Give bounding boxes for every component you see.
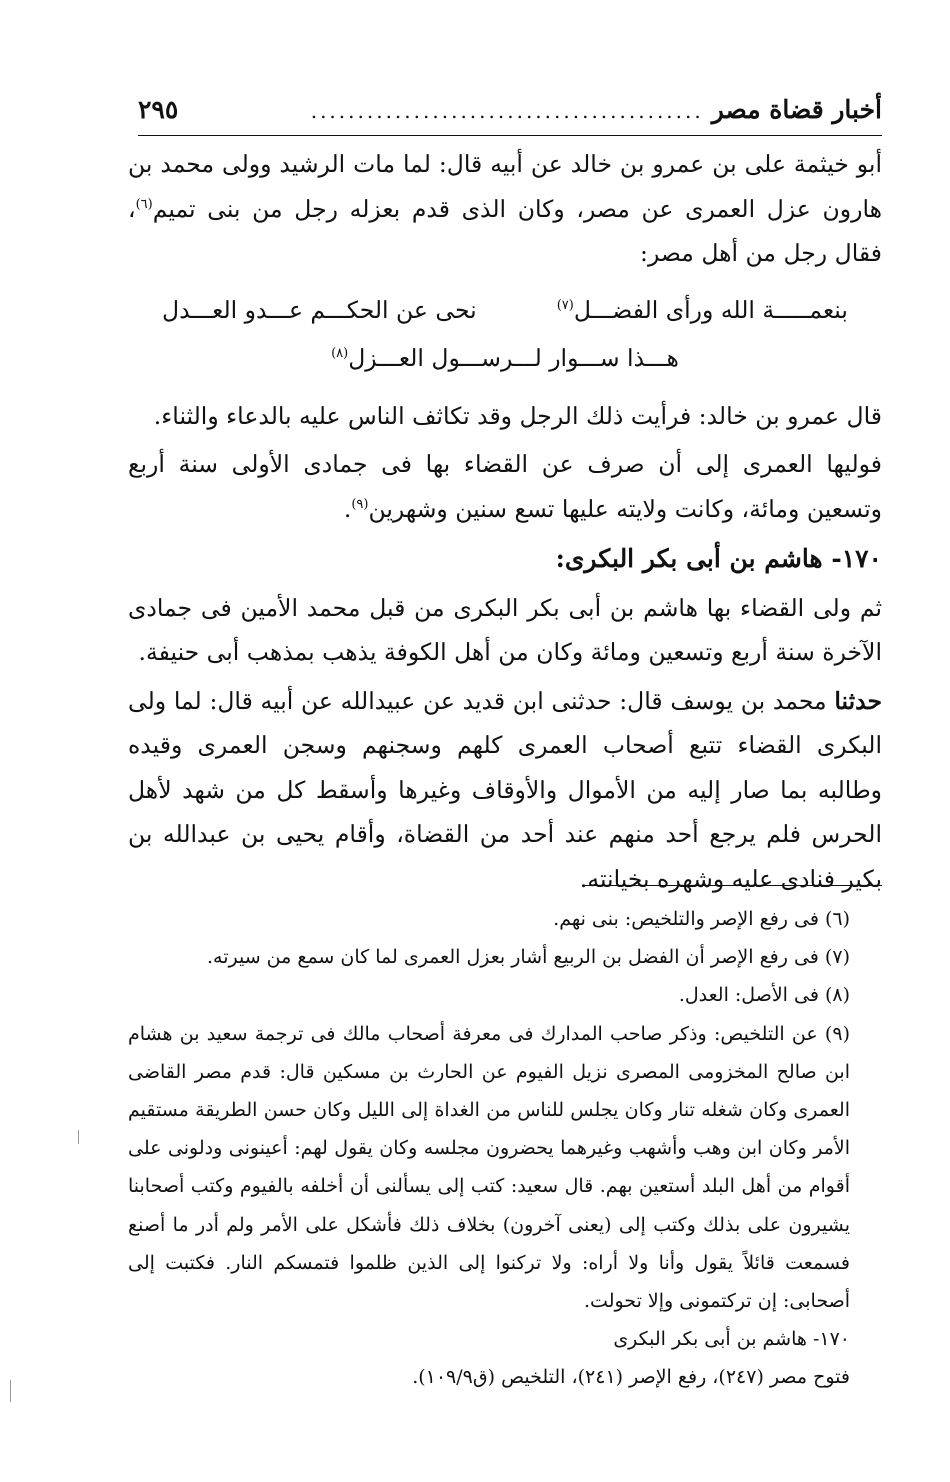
footnote-ref-9: (٩) [351, 496, 369, 512]
paragraph-5 [128, 679, 882, 902]
paragraph-2: قال عمرو بن خالد: فرأيت ذلك الرجل وقد تكاثف الناس عليه بالدعاء والثناء. [153, 401, 882, 430]
footnote-9: (٩) عن التلخيص: وذكر صاحب المدارك فى معرفة أصحاب مالك فى ترجمة سعيد بن هشام ابن صالح المخزومى المصرى نزيل الفيوم عن الحارث بن مسكين قال: قدم مصر القاضى العمرى وكان شغله تنار وكان يجلس للناس من الغداة إلى الليل وكان حسن الطريقة مستقيم الأمر وكان ابن وهب وأشهب وغيرهما يحضرون مجلسه وكان يقول لهم: أعينونى ودلونى على أقوام من أهل البلد أستعين بهم. قال سعيد: كتب إلى يسألنى أن أخلفه بالفيوم وكتب أصحابنا يشيرون على بذلك وكتب إلى (يعنى آخرون) بخلاف ذلك فأشكل على الأمر ولم أدر ما أصنع فسمعت قائلاً يقول وأنا ولا أراه: ولا تركنوا إلى الذين ظلموا فتمسكم النار. فكتبت إلى أصحابى: إن تركتمونى وإلا تحولت. [128, 1022, 850, 1313]
hemistich-text: هـــذا ســـوار لـــرســـول العـــزل [348, 343, 679, 372]
running-header [138, 95, 882, 136]
paragraph-5-text: محمد بن يوسف قال: حدثنى ابن قديد عن عبيدالله عن أبيه قال: لما ولى البكرى القضاء تتبع أصحاب العمرى كلهم وسجنهم وسجن العمرى وقيده وطالبه بما صار إليه من الأموال والأوقاف وغيرها وأسقط كل من شهد لأهل الحرس فلم يرجع أحد منهم عند أحد من القضاة، وأقام يحيى بن عبدالله بن بكير فنادى عليه وشهره بخيانته. [128, 686, 882, 893]
footnote-ref-8: (٨) [331, 345, 349, 361]
poem-line-1-first-hemistich [557, 286, 848, 334]
scan-mark [78, 1130, 79, 1144]
paragraph-3-tail: . [343, 494, 352, 523]
paragraph-3-text: فوليها العمرى إلى أن صرف عن القضاء بها فى جمادى الأولى سنة أربع وتسعين ومائة، وكانت ولايته عليها تسع سنين وشهرين [128, 450, 882, 523]
paragraph-5-lead: حدثنا [834, 686, 882, 715]
footnote-6: (٦) فى رفع الإصر والتلخيص: بنى نهم. [553, 908, 850, 930]
footnote-170-sources: فتوح مصر (٢٤٧)، رفع الإصر (٢٤١)، التلخيص (ق١٠٩/٩). [412, 1366, 850, 1389]
paragraph-1 [128, 142, 882, 276]
poem-line-2 [128, 334, 882, 382]
hemistich-text: بنعمـــــة الله ورأى الفضـــل [573, 295, 848, 324]
footnote-8: (٨) فى الأصل: العدل. [678, 984, 850, 1007]
main-text [128, 142, 882, 901]
paragraph-1-tail: ، فقال رجل من أهل مصر: [128, 194, 882, 267]
page-number: ٢٩٥ [138, 95, 179, 124]
paragraph-4: ثم ولى القضاء بها هاشم بن أبى بكر البكرى من قبل محمد الأمين فى جمادى الآخرة سنة أربع وتسعين ومائة وكان من أهل الكوفة يذهب بمذهب أبى حنيفة. [128, 593, 882, 666]
poem-line-2-hemistich [331, 334, 679, 382]
footnote-7: (٧) فى رفع الإصر أن الفضل بن الربيع أشار بعزل العمرى لما كان سمع من سيرته. [206, 946, 850, 969]
header-leader-dots: .......................................... [310, 99, 704, 123]
section-heading: ١٧٠- هاشم بن أبى بكر البكرى: [555, 544, 882, 573]
poem [128, 286, 882, 382]
paragraph-3 [128, 442, 882, 531]
poem-line-1-second-hemistich: نحى عن الحكـــم عـــدو العـــدل [162, 295, 477, 324]
footnotes [128, 900, 850, 1397]
poem-line-1 [128, 286, 882, 334]
footnote-ref-6: (٦) [135, 196, 153, 212]
running-header-title: أخبار قضاة مصر [711, 95, 882, 124]
paragraph-1-text: أبو خيثمة على بن عمرو بن خالد عن أبيه قال: لما مات الرشيد وولى محمد بن هارون عزل العمرى عن مصر، وكان الذى قدم بعزله رجل من بنى تميم [128, 150, 882, 223]
footnote-170-title: ١٧٠- هاشم بن أبى بكر البكرى [613, 1328, 850, 1351]
footnote-separator [582, 885, 882, 886]
footnote-ref-7: (٧) [556, 297, 574, 313]
scan-mark [10, 1380, 11, 1402]
